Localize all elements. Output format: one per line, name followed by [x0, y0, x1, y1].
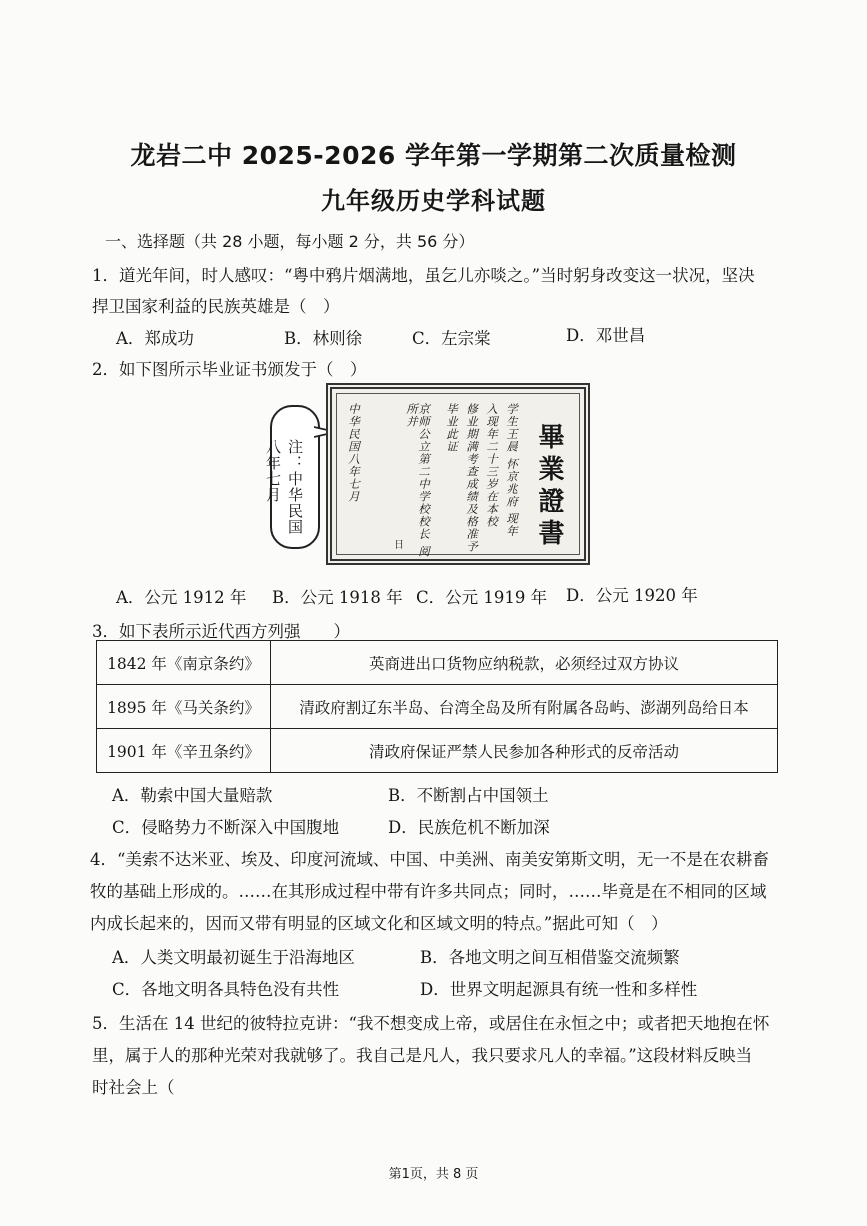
q3-option-d: D．民族危机不断加深	[388, 818, 550, 837]
q3-option-b: B．不断割占中国领土	[388, 786, 549, 805]
table-row	[97, 685, 778, 729]
treaty-name-cell: 1842 年《南京条约》	[97, 641, 271, 685]
table-row	[97, 641, 778, 685]
page-footer: 第1页，共 8 页	[388, 1167, 479, 1182]
q1-option-b: B．林则徐	[284, 329, 363, 348]
q1-option-d: D．邓世昌	[566, 326, 646, 345]
q2-option-b: B．公元 1918 年	[272, 588, 403, 607]
q4-option-c: C．各地文明各具特色没有共性	[112, 980, 340, 999]
treaty-name-cell: 1895 年《马关条约》	[97, 685, 271, 729]
certificate-text-col3: 修业期满考查成绩及格准予	[465, 403, 479, 553]
certificate-figure	[264, 383, 592, 568]
certificate-title: 畢業證書	[534, 423, 564, 551]
treaty-table	[96, 640, 778, 773]
section-heading: 一、选择题（共 28 小题，每小题 2 分，共 56 分）	[105, 232, 475, 251]
q4-stem-line2: 牧的基础上形成的。……在其形成过程中带有许多共同点；同时，……毕竟是在不相同的区域	[90, 882, 767, 901]
treaty-content-cell: 英商进出口货物应纳税款，必须经过双方协议	[271, 641, 778, 685]
treaty-content-cell: 清政府保证严禁人民参加各种形式的反帝活动	[271, 729, 778, 773]
treaty-name-cell: 1901 年《辛丑条约》	[97, 729, 271, 773]
exam-subtitle: 九年级历史学科试题	[321, 187, 546, 215]
certificate-text-col2: 入现年二十三岁在本校	[485, 403, 499, 528]
q5-stem-line2: 里，属于人的那种光荣对我就够了。我自己是凡人，我只要求凡人的幸福。”这段材料反映当	[92, 1046, 753, 1065]
q2-option-d: D．公元 1920 年	[566, 586, 698, 605]
treaty-content-cell: 清政府割辽东半岛、台湾全岛及所有附属各岛屿、澎湖列岛给日本	[271, 685, 778, 729]
q4-option-d: D．世界文明起源具有统一性和多样性	[420, 980, 698, 999]
graduation-certificate-image	[326, 383, 590, 565]
q3-option-c: C．侵略势力不断深入中国腹地	[112, 818, 340, 837]
q5-stem-line1: 5．生活在 14 世纪的彼特拉克讲：“我不想变成上帝，或居住在永恒之中；或者把天地抱在怀	[92, 1014, 770, 1033]
certificate-text-col5: 京师公立第二中学校校长 阅 所并	[405, 403, 431, 558]
q4-option-b: B．各地文明之间互相借鉴交流频繁	[420, 948, 680, 967]
q1-stem-line1: 1．道光年间，时人感叹：“粤中鸦片烟满地，虽乞儿亦啖之。”当时躬身改变这一状况，坚决	[92, 266, 755, 285]
q5-stem-line3: 时社会上（	[92, 1078, 175, 1097]
certificate-text-col4: 毕业此证	[445, 403, 459, 453]
certificate-date-col: 中华民国八年七月	[347, 403, 361, 503]
q2-stem: 2．如下图所示毕业证书颁发于（ ）	[92, 360, 367, 379]
exam-title: 龙岩二中 2025-2026 学年第一学期第二次质量检测	[130, 141, 737, 170]
q3-option-a: A．勒索中国大量赔款	[112, 786, 273, 805]
certificate-text-col1: 学生王晨 怀京兆府 现年	[505, 403, 519, 538]
note-bubble	[264, 405, 320, 549]
table-row	[97, 729, 778, 773]
q4-option-a: A．人类文明最初诞生于沿海地区	[112, 948, 355, 967]
q1-stem-line2: 捍卫国家利益的民族英雄是（ ）	[92, 297, 340, 316]
q1-option-c: C．左宗棠	[412, 329, 491, 348]
note-text: 注：中华民国八年七月	[264, 439, 304, 535]
q4-stem-line1: 4．“美索不达米亚、埃及、印度河流域、中国、中美洲、南美安第斯文明，无一不是在农耕畜	[90, 850, 769, 869]
q2-option-a: A．公元 1912 年	[116, 588, 247, 607]
q3-stem: 3．如下表所示近代西方列强 ）	[92, 622, 350, 641]
q1-option-a: A．郑成功	[116, 329, 194, 348]
q4-stem-line3: 内成长起来的，因而又带有明显的区域文化和区域文明的特点。”据此可知（ ）	[90, 914, 668, 933]
q2-option-c: C．公元 1919 年	[416, 588, 548, 607]
certificate-day-mark: 日	[394, 540, 404, 551]
